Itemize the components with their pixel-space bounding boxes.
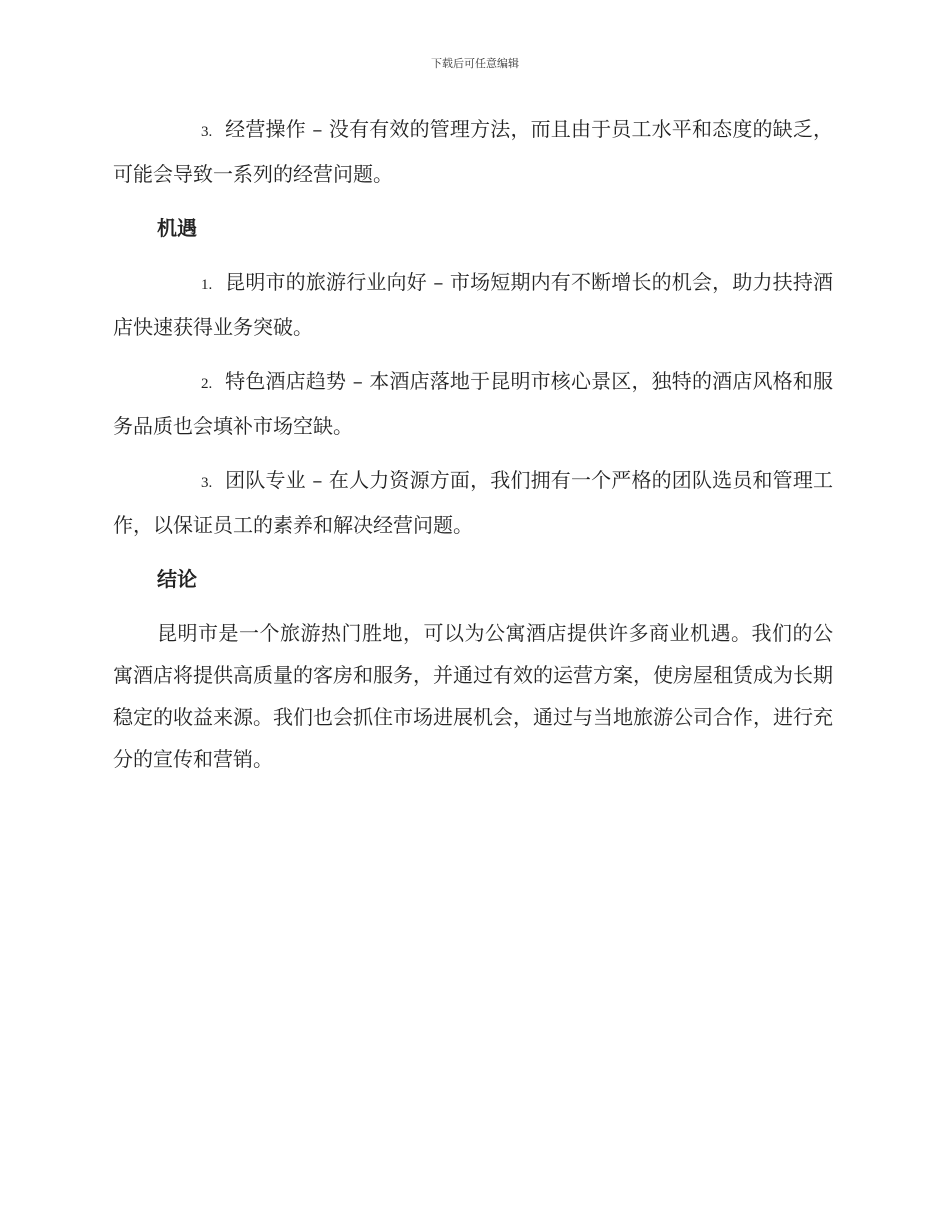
list-item-opportunity-1 bbox=[113, 261, 833, 348]
list-item-text: 经营操作 – 没有有效的管理方法，而且由于员工水平和态度的缺乏，可能会导致一系列的经营问题。 bbox=[113, 117, 833, 186]
conclusion-paragraph: 昆明市是一个旅游热门胜地，可以为公寓酒店提供许多商业机遇。我们的公寓酒店将提供高质量的客房和服务，并通过有效的运营方案，使房屋租赁成为长期稳定的收益来源。我们也会抓住市场进展机会，通过与当地旅游公司合作，进行充分的宣传和营销。 bbox=[113, 621, 833, 771]
document-body bbox=[113, 108, 833, 792]
list-number: 3. bbox=[201, 475, 213, 491]
list-item-text: 昆明市的旅游行业向好 – 市场短期内有不断增长的机会，助力扶持酒店快速获得业务突破。 bbox=[113, 270, 833, 339]
list-number: 2. bbox=[201, 376, 213, 392]
list-number: 3. bbox=[201, 124, 213, 140]
list-number: 1. bbox=[201, 277, 213, 293]
list-item-text: 团队专业 – 在人力资源方面，我们拥有一个严格的团队选员和管理工作，以保证员工的素养和解决经营问题。 bbox=[113, 468, 833, 537]
list-item-opportunity-3 bbox=[113, 459, 833, 546]
list-item-weakness-3 bbox=[113, 108, 833, 195]
section-heading-opportunities: 机遇 bbox=[157, 216, 197, 240]
list-item-opportunity-2 bbox=[113, 360, 833, 447]
header-note: 下载后可任意编辑 bbox=[431, 57, 519, 70]
section-heading-conclusion: 结论 bbox=[157, 567, 197, 591]
list-item-text: 特色酒店趋势 – 本酒店落地于昆明市核心景区，独特的酒店风格和服务品质也会填补市场空缺。 bbox=[113, 369, 833, 438]
